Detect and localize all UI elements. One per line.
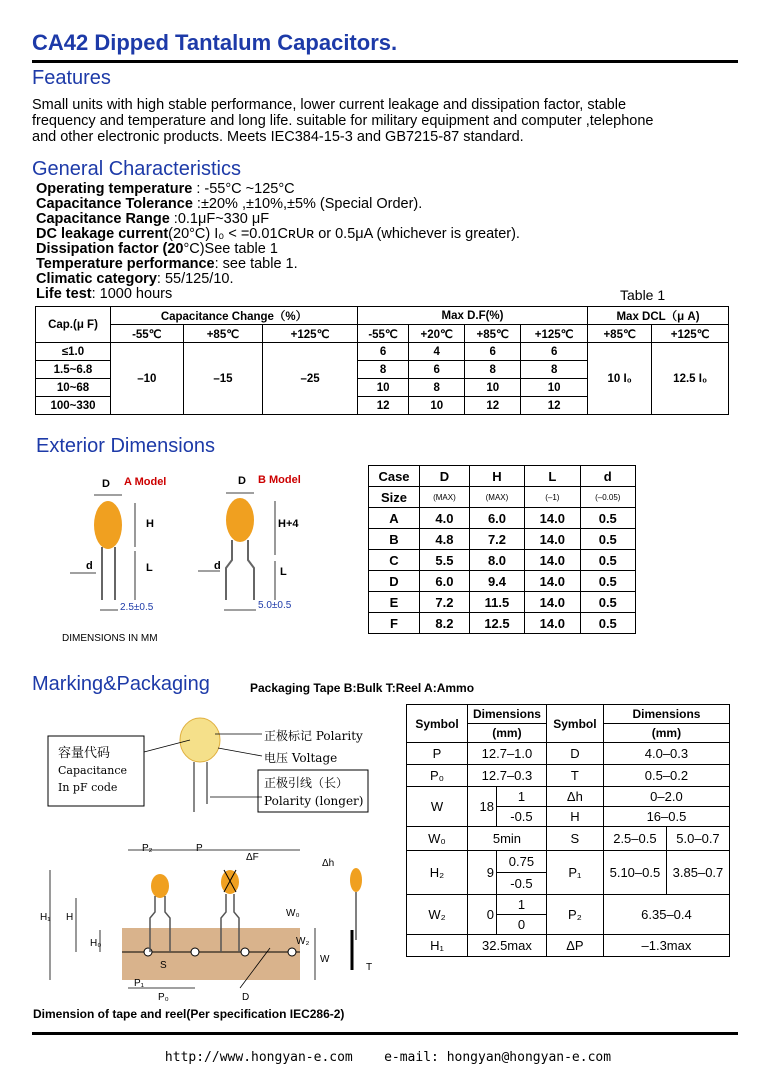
- table-row: A 4.0 6.0 14.0 0.5: [369, 508, 636, 529]
- footer-rule: [32, 1032, 738, 1035]
- table1: Cap.(μ F) Capacitance Change（%） Max D.F(%) Max DCL（μ A) -55℃ +85℃ +125℃ -55℃ +20℃ +85℃ +125℃ +85℃ +125℃ ≤1.0 –10 –15 –25 6 4 6 6 10 I₀ 12.5 I₀ 1.5~6.8 8 6 8 8 10~68 10 8 10 10 100~330 12 10 12 12: [35, 306, 729, 415]
- features-line: frequency and temperature and long life. suitable for military equipment and computer ,telephone: [32, 113, 654, 129]
- features-text: [32, 97, 653, 145]
- gc-item: Temperature performance: see table 1.: [36, 256, 298, 272]
- voltage-label: 电压 Voltage: [264, 751, 338, 765]
- tape-label-p0: P₀: [158, 992, 169, 1003]
- lead-cn: 正极引线（长）: [264, 776, 349, 790]
- dim-h-a: H: [146, 518, 154, 530]
- table-row: B 4.8 7.2 14.0 0.5: [369, 529, 636, 550]
- cap-code-en1: Capacitance: [58, 764, 127, 777]
- exterior-heading: Exterior Dimensions: [36, 435, 215, 457]
- polarity-label: 正极标记 Polarity: [264, 729, 363, 743]
- table-row: H₁ 32.5max ΔP –1.3max: [407, 935, 730, 957]
- table-row: W 18 1 Δh 0–2.0: [407, 787, 730, 807]
- table-row: -0.5 H 16–0.5: [407, 807, 730, 827]
- table-row: H₂ 9 0.75 P₁ 5.10–0.5 3.85–0.7: [407, 851, 730, 873]
- gc-item: Dissipation factor (20°C)See table 1: [36, 241, 278, 257]
- general-heading: General Characteristics: [32, 158, 241, 180]
- table-row: E 7.2 11.5 14.0 0.5: [369, 592, 636, 613]
- tape-label-h0: H₀: [90, 938, 102, 949]
- table-row: C 5.5 8.0 14.0 0.5: [369, 550, 636, 571]
- t1-cap-header: Cap.(μ F): [36, 307, 111, 343]
- dim-dd-b: d: [214, 560, 221, 572]
- features-line: Small units with high stable performance, lower current leakage and dissipation factor, stable: [32, 97, 627, 113]
- packaging-note: Packaging Tape B:Bulk T:Reel A:Ammo: [250, 681, 475, 695]
- footer-email[interactable]: e-mail: hongyan@hongyan-e.com: [384, 1050, 612, 1065]
- tape-label-h: H: [66, 912, 74, 923]
- dim-dd-a: d: [86, 560, 93, 572]
- dim-a-spacing: 2.5±0.5: [120, 602, 154, 613]
- table-row: W₀ 5min S 2.5–0.5 5.0–0.7: [407, 827, 730, 851]
- gc-item: Capacitance Range :0.1μF~330 μF: [36, 211, 270, 227]
- tape-caption: Dimension of tape and reel(Per specification IEC286-2): [33, 1007, 345, 1021]
- dim-d-b: D: [238, 475, 246, 487]
- dim-l-a: L: [146, 562, 153, 574]
- gc-item: Capacitance Tolerance :±20% ,±10%,±5% (Special Order).: [36, 196, 423, 212]
- table-row: -0.5: [407, 873, 730, 895]
- table-row: D 6.0 9.4 14.0 0.5: [369, 571, 636, 592]
- packaging-table: Symbol Dimensions Symbol Dimensions (mm) (mm) P 12.7–1.0 D 4.0–0.3 P₀ 12.7–0.3 T 0.5–0.2 W 18 1 Δh 0–2.0 -0.5 H 16–0.5 W₀ 5min S 2.5–0.5 5.0–0.7 H₂ 9 0.75 P₁ 5.10–0.5 3.85–0.7 -0.5 W₂ 0 1 P₂ 6.35–0.4 0 H₁ 32.5max ΔP –1.3max: [406, 704, 730, 957]
- t1-cc-header: Capacitance Change（%）: [111, 307, 358, 325]
- marking-heading: Marking&Packaging: [32, 673, 210, 695]
- tape-label-p1: P₁: [134, 978, 145, 989]
- table-row: P 12.7–1.0 D 4.0–0.3: [407, 743, 730, 765]
- tape-label-w2: W₂: [296, 936, 310, 947]
- lead-en: Polarity (longer): [264, 794, 364, 808]
- table-row: 0: [407, 915, 730, 935]
- exterior-table: Case D H L d Size (MAX) (MAX) (–1) (–0.05) A 4.0 6.0 14.0 0.5 B 4.8 7.2 14.0 0.5 C 5.5 8.0 14.0 0.5 D 6.0 9.4 14.0 0.5 E 7.2 11.5 14.0 0.5 F 8.2 12.5 14.0 0.5: [368, 465, 636, 634]
- cap-code-cn: 容量代码: [58, 746, 111, 761]
- dim-d-a: D: [102, 478, 110, 490]
- b-model-label: B Model: [258, 474, 301, 486]
- capacitor-b-body: [226, 498, 254, 542]
- gc-item: DC leakage current(20°C) I₀ < =0.01CʀUʀ or 0.5μA (whichever is greater).: [36, 226, 520, 242]
- tape-label-s: S: [160, 960, 167, 971]
- title-rule: [32, 60, 738, 63]
- gc-item: Life test: 1000 hours: [36, 286, 173, 302]
- tape-label-h1: H₁: [40, 912, 51, 923]
- tape-label-w: W: [320, 954, 330, 965]
- tape-label-d: D: [242, 992, 250, 1003]
- dimensions-note: DIMENSIONS IN MM: [62, 633, 158, 644]
- tape-label-w0: W₀: [286, 908, 300, 919]
- tape-label-t: T: [366, 962, 373, 973]
- t1-dcl-header: Max DCL（μ A): [588, 307, 729, 325]
- features-heading: Features: [32, 67, 111, 89]
- gc-item: Operating temperature : -55°C ~125°C: [36, 181, 295, 197]
- a-model-label: A Model: [124, 476, 167, 488]
- dim-h4-b: H+4: [278, 518, 299, 530]
- tape-label-df: ΔF: [246, 852, 259, 863]
- t1-df-header: Max D.F(%): [357, 307, 587, 325]
- features-line: and other electronic products. Meets IEC384-15-3 and GB7215-87 standard.: [32, 129, 524, 145]
- table-row: P₀ 12.7–0.3 T 0.5–0.2: [407, 765, 730, 787]
- page-title: CA42 Dipped Tantalum Capacitors.: [32, 30, 398, 55]
- footer-url[interactable]: http://www.hongyan-e.com: [164, 1050, 353, 1065]
- table-row: W₂ 0 1 P₂ 6.35–0.4: [407, 895, 730, 915]
- cap-code-en2: In pF code: [58, 781, 118, 794]
- dim-b-spacing: 5.0±0.5: [258, 600, 292, 611]
- tape-label-p2: P₂: [142, 843, 153, 854]
- tape-label-dh: Δh: [322, 858, 335, 869]
- footer: [0, 1050, 776, 1065]
- tape-label-p: P: [196, 843, 203, 854]
- tape-drawing: [40, 840, 390, 1010]
- gc-item: Climatic category: 55/125/10.: [36, 271, 234, 287]
- general-characteristics: [36, 182, 520, 302]
- table-row: F 8.2 12.5 14.0 0.5: [369, 613, 636, 634]
- table1-label: Table 1: [620, 287, 666, 303]
- exterior-drawing: [60, 465, 350, 635]
- capacitor-a-body: [94, 501, 122, 549]
- dim-l-b: L: [280, 566, 287, 578]
